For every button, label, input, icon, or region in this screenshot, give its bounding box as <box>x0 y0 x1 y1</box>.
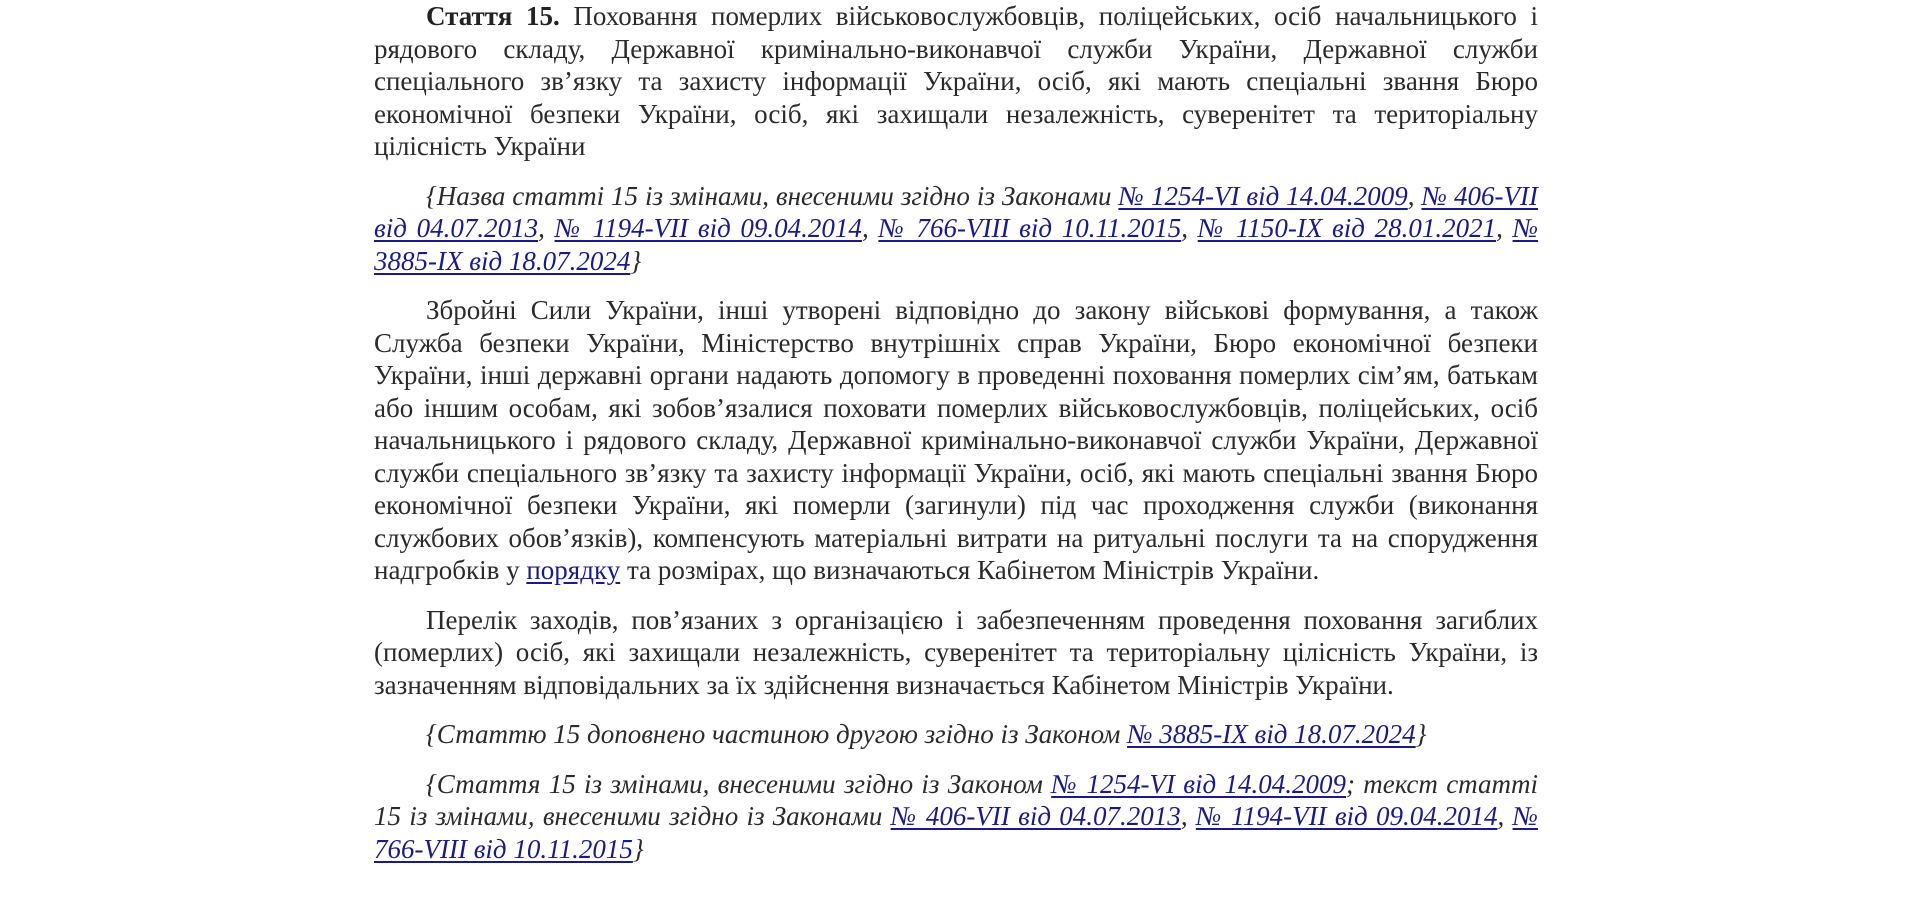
note-separator: , <box>538 213 555 243</box>
paragraph-text: Перелік заходів, пов’язаних з організацією і забезпеченням проведення поховання загиблих (померлих) осіб, які захищали незалежність, суверенітет та територіальну цілісність України, із зазначенням відповідальних за їх здійснення визначається Кабінетом Міністрів України. <box>374 604 1538 700</box>
note-prefix: {Статтю 15 доповнено частиною другою згідно із Законом <box>426 719 1128 749</box>
paragraph-text: та розмірах, що визначаються Кабінетом Міністрів України. <box>620 555 1320 585</box>
law-link[interactable]: № 3885-IX від 18.07.2024 <box>374 213 1539 276</box>
note-separator: , <box>1181 213 1198 243</box>
law-link[interactable]: № 1254-VI від 14.04.2009 <box>1118 180 1408 211</box>
note-suffix: } <box>1415 719 1427 749</box>
paragraph-text: Збройні Сили України, інші утворені відповідно до закону військові формування, а також Служба безпеки України, Міністерство внутрішніх справ України, Бюро економічної безпеки України, інші державні органи надають допомогу в проведенні поховання померлих сім’ям, батькам або іншим особам, які зобов’язалися поховати померлих військовослужбовців, поліцейських, осіб начальницького і рядового складу, Державної кримінально-виконавчої служби України, Державної служби спеціального зв’язку та захисту інформації України, осіб, які мають спеціальні звання Бюро економічної безпеки України, які померли (загинули) під час проходження служби (виконання службових обов’язків), компенсують матеріальні витрати на ритуальні послуги та на спорудження надгробків у <box>374 295 1538 585</box>
article-heading <box>374 0 1538 163</box>
amendment-note-part2 <box>374 718 1538 751</box>
procedure-link[interactable]: порядку <box>526 555 621 585</box>
law-link[interactable]: № 3885-IX від 18.07.2024 <box>1127 719 1416 749</box>
amendment-note-article <box>374 768 1538 866</box>
law-link[interactable]: № 406-VII від 04.07.2013 <box>890 801 1181 831</box>
paragraph-measures-list <box>374 604 1538 702</box>
law-link[interactable]: № 1194-VII від 09.04.2014 <box>554 213 862 243</box>
note-suffix: } <box>630 245 642 276</box>
note-suffix: } <box>632 833 644 864</box>
law-link[interactable]: № 1150-IX від 28.01.2021 <box>1197 213 1497 243</box>
note-middle: ; текст статті 15 із змінами, внесеними згідно із Законами <box>374 768 1539 831</box>
law-link[interactable]: № 1194-VII від 09.04.2014 <box>1195 801 1498 831</box>
note-prefix: {Назва статті 15 із змінами, внесеними згідно із Законами <box>426 180 1119 211</box>
note-separator: , <box>861 213 879 243</box>
document-body <box>374 0 1538 882</box>
note-separator: , <box>1407 180 1422 211</box>
law-link[interactable]: № 406-VII від 04.07.2013 <box>374 180 1539 243</box>
amendment-note-title <box>374 180 1538 278</box>
article-title-text: Поховання померлих військовослужбовців, поліцейських, осіб начальницького і рядового складу, Державної кримінально-виконавчої служби України, Державної служби спеціального зв’язку та захисту інформації України, осіб, які мають спеціальні звання Бюро економічної безпеки України, осіб, які захищали незалежність, суверенітет та територіальну цілісність України <box>374 1 1538 161</box>
article-number: Стаття 15. <box>426 1 560 31</box>
law-link[interactable]: № 766-VIII від 10.11.2015 <box>374 801 1538 864</box>
law-link[interactable]: № 766-VIII від 10.11.2015 <box>878 213 1182 243</box>
note-separator: , <box>1497 801 1513 831</box>
note-separator: , <box>1496 213 1513 243</box>
note-prefix: {Стаття 15 із змінами, внесеними згідно із Законом <box>426 768 1052 799</box>
law-link[interactable]: № 1254-VI від 14.04.2009 <box>1051 768 1346 799</box>
note-separator: , <box>1180 801 1196 831</box>
paragraph-burial-assistance <box>374 294 1538 587</box>
